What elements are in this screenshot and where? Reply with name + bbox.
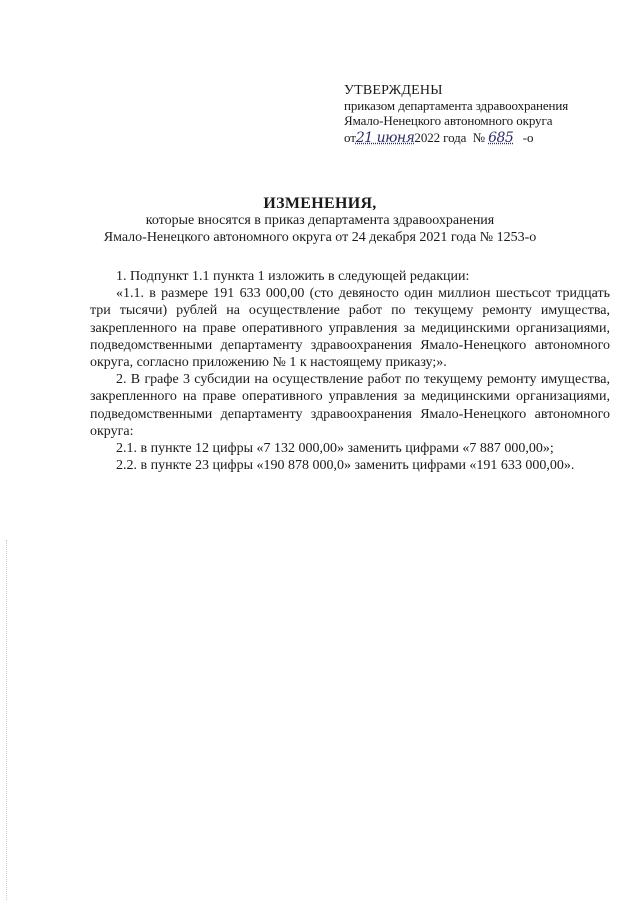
paragraph-item-2-1: 2.1. в пункте 12 цифры «7 132 000,00» заменить цифрами «7 887 000,00»; bbox=[116, 441, 554, 457]
scan-artifact bbox=[6, 540, 9, 900]
approval-line-1: приказом департамента здравоохранения bbox=[344, 98, 569, 113]
approval-date-line bbox=[344, 130, 614, 146]
subtitle-line-2: Ямало-Ненецкого автономного округа от 24 декабря 2021 года № 1253-о bbox=[103, 230, 537, 245]
subtitle-line-1: которые вносятся в приказ департамента здравоохранения bbox=[145, 213, 495, 228]
paragraph-item-2: 2. В графе 3 субсидии на осуществление работ по текущему ремонту имущества, закрепленного на праве оперативного управления за медицинскими организациями, подведомственными департаменту здравоохранения Ямало-Ненецкого автономного округа: bbox=[90, 372, 610, 439]
paragraph-item-2-2: 2.2. в пункте 23 цифры «190 878 000,0» заменить цифрами «191 633 000,00». bbox=[116, 458, 575, 474]
handwritten-date: 21 июня bbox=[355, 130, 415, 146]
document-body bbox=[90, 268, 610, 474]
paragraph-quote-1-1: «1.1. в размере 191 633 000,00 (сто девяносто один миллион шестьсот тридцать три тысячи) рублей на осуществление работ по текущему ремонту имущества, закрепленного на праве оперативного управления за медицинскими организациями, подведомственными департаменту здравоохранения Ямало-Ненецкого автономного округа, согласно приложению № 1 к настоящему приказу;». bbox=[90, 286, 610, 371]
handwritten-order-number: 685 bbox=[488, 130, 514, 146]
number-sign: № bbox=[472, 130, 485, 145]
date-prefix: от bbox=[344, 130, 356, 145]
approval-line-2: Ямало-Ненецкого автономного округа bbox=[344, 113, 553, 128]
document-subtitle bbox=[40, 212, 600, 246]
paragraph-item-1: 1. Подпункт 1.1 пункта 1 изложить в следующей редакции: bbox=[116, 269, 470, 284]
approval-stamp-block bbox=[344, 83, 614, 146]
date-year: 2022 года bbox=[414, 130, 467, 145]
number-suffix: -о bbox=[522, 130, 534, 145]
approval-heading: УТВЕРЖДЕНЫ bbox=[344, 83, 443, 98]
document-title: ИЗМЕНЕНИЯ, bbox=[263, 195, 377, 212]
